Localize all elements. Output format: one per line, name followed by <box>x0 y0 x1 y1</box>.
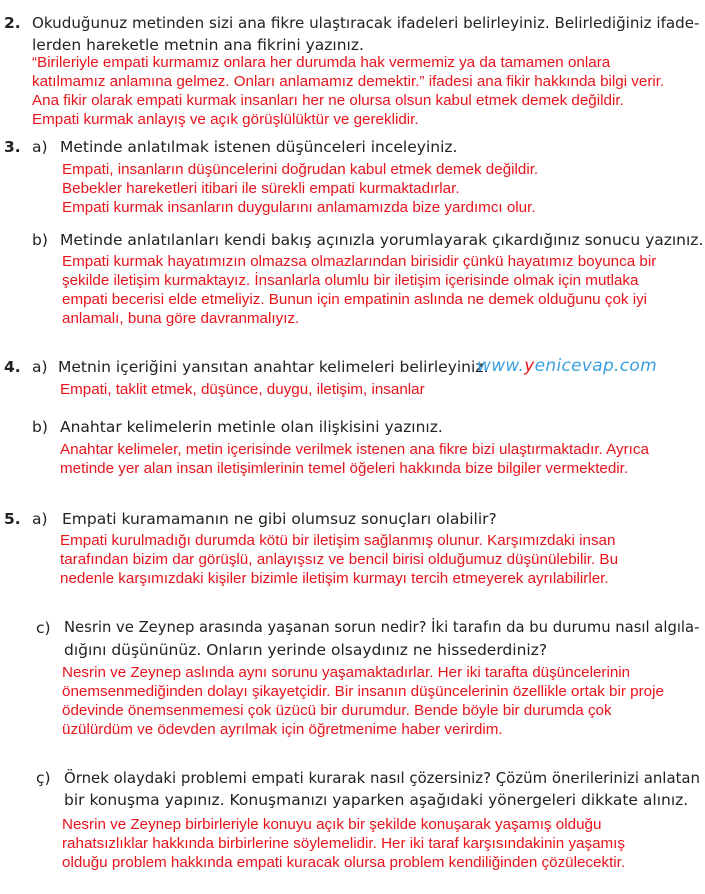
question-text-line: Okuduğunuz metinden sizi ana fikre ulaştıracak ifadeleri belirleyiniz. Belirlediğiniz ifade- <box>32 14 700 32</box>
answer-line: önemsenmediğinden dolayı şikayetçidir. Bir insanın düşüncelerinin özellikle ortak bir proje <box>62 683 664 700</box>
sub-question-marker: b) <box>32 418 48 436</box>
answer-line: şekilde iletişim kurmaktayız. İnsanlarla olumlu bir iletişim içerisinde olmak için mutlaka <box>62 272 639 289</box>
answer-line: Nesrin ve Zeynep birbirleriyle konuyu açık bir şekilde konuşarak yaşamış olduğu <box>62 816 602 833</box>
sub-question-marker: b) <box>32 231 48 249</box>
question-text-line: Örnek olaydaki problemi empati kurarak nasıl çözersiniz? Çözüm önerilerinizi anlatan <box>64 769 701 787</box>
answer-line: üzülürdüm ve ödevden ayrılmak için öğretmenime haber verirdim. <box>62 721 503 738</box>
answer-line: “Birileriyle empati kurmamız onlara her durumda hak vermemiz ya da tamamen onlara <box>32 54 611 71</box>
answer-line: nedenle karşımızdaki kişiler bizimle iletişim kurmayı tercih etmeyerek ayrılabilirler. <box>60 570 609 587</box>
sub-question-marker: a) <box>32 138 48 156</box>
question-text-line: Anahtar kelimelerin metinle olan ilişkisini yazınız. <box>60 418 443 436</box>
answer-line: Empati, insanların düşüncelerini doğrudan kabul etmek demek değildir. <box>62 161 539 178</box>
question-number: 3. <box>4 138 21 156</box>
answer-line: rahatsızlıklar hakkında birbirlerine söylemelidir. Her iki taraf karşısındakinin yaşamış <box>62 835 625 852</box>
question-text-line: Metnin içeriğini yansıtan anahtar kelimeleri belirleyiniz. <box>58 358 489 376</box>
question-text-line: Empati kuramamanın ne gibi olumsuz sonuçları olabilir? <box>62 510 497 528</box>
question-text-line: Metinde anlatılmak istenen düşünceleri inceleyiniz. <box>60 138 458 156</box>
answer-line: empati becerisi elde etmeliyiz. Bunun için empatinin aslında ne demek olduğunu çok iyi <box>62 291 648 308</box>
answer-line: Bebekler hareketleri itibari ile sürekli empati kurmaktadırlar. <box>62 180 460 197</box>
answer-line: ödevinde önemsenmemesi çok üzücü bir durumdur. Bende böyle bir durumda çok <box>62 702 612 719</box>
answer-line: Anahtar kelimeler, metin içerisinde verilmek istenen ana fikre bizi ulaştırmaktadır. Ayrıca <box>60 441 649 458</box>
answer-line: Nesrin ve Zeynep aslında aynı sorunu yaşamaktadırlar. Her iki tarafta düşüncelerinin <box>62 664 631 681</box>
answer-line: Ana fikir olarak empati kurmak insanları her ne olursa olsun kabul etmek demek değildir. <box>32 92 624 109</box>
answer-line: metinde yer alan insan iletişimlerinin temel öğeleri hakkında bize bilgiler vermektedir. <box>60 460 629 477</box>
answer-line: anlamalı, buna göre davranmalıyız. <box>62 310 300 327</box>
sub-question-marker: a) <box>32 510 48 528</box>
answer-line: tarafından bizim dar görüşlü, anlayışsız ve bencil birisi olduğumuz düşünülebilir. Bu <box>60 551 619 568</box>
question-number: 2. <box>4 14 21 32</box>
question-number: 4. <box>4 358 21 376</box>
sub-question-marker: a) <box>32 358 48 376</box>
answer-line: Empati kurulmadığı durumda kötü bir iletişim sağlanmış olunur. Karşımızdaki insan <box>60 532 616 549</box>
sub-question-marker: ç) <box>36 769 51 787</box>
answer-line: Empati kurmak hayatımızın olmazsa olmazlarından birisidir çünkü hayatımız boyunca bir <box>62 253 657 270</box>
site-watermark-logo: www.yenicevap.com <box>477 356 657 376</box>
question-text-line: dığını düşününüz. Onların yerinde olsaydınız ne hissederdiniz? <box>64 641 548 659</box>
question-text-line: lerden hareketle metnin ana fikrini yazınız. <box>32 36 364 54</box>
question-text-line: Nesrin ve Zeynep arasında yaşanan sorun nedir? İki tarafın da bu durumu nasıl algıla- <box>64 619 700 636</box>
question-text-line: bir konuşma yapınız. Konuşmanızı yaparken aşağıdaki yönergeleri dikkate alınız. <box>64 791 689 809</box>
answer-line: olduğu problem hakkında empati kuracak olursa problem kendiliğinden çözülecektir. <box>62 854 626 871</box>
sub-question-marker: c) <box>36 619 51 637</box>
question-text-line: Metinde anlatılanları kendi bakış açınızla yorumlayarak çıkardığınız sonucu yazınız. <box>60 231 704 249</box>
answer-line: Empati, taklit etmek, düşünce, duygu, iletişim, insanlar <box>60 381 425 398</box>
question-number: 5. <box>4 510 21 528</box>
answer-line: katılmamız anlamına gelmez. Onları anlamamız demektir.” ifadesi ana fikir hakkında bilgi verir. <box>32 73 665 90</box>
answer-line: Empati kurmak anlayış ve açık görüşlülüktür ve gereklidir. <box>32 111 419 128</box>
answer-line: Empati kurmak insanların duygularını anlamamızda bize yardımcı olur. <box>62 199 536 216</box>
